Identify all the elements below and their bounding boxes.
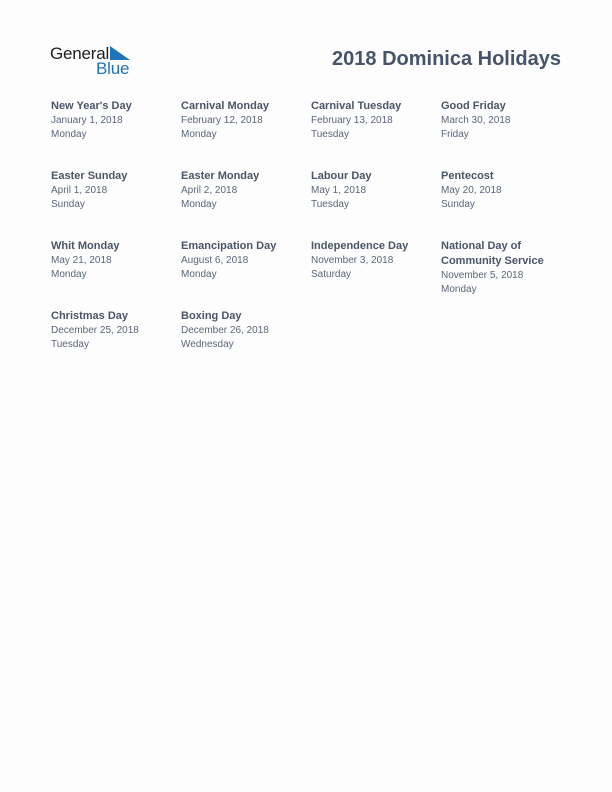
holiday-name: Whit Monday — [51, 240, 120, 252]
holiday-date: May 20, 2018 — [441, 185, 502, 196]
holiday-name: Carnival Tuesday — [311, 100, 402, 112]
holiday-date: December 25, 2018 — [51, 325, 139, 336]
holiday-name: Good Friday — [441, 100, 506, 112]
holiday-weekday: Sunday — [441, 198, 475, 210]
holiday-name: Labour Day — [311, 170, 372, 182]
holiday-weekday: Wednesday — [181, 338, 234, 350]
holiday-weekday: Sunday — [51, 198, 85, 210]
holiday-weekday: Monday — [51, 128, 87, 140]
holiday-weekday: Tuesday — [311, 128, 349, 140]
holiday-item — [311, 239, 441, 309]
holiday-name: Christmas Day — [51, 310, 129, 322]
holiday-name: Emancipation Day — [181, 240, 277, 252]
holiday-item — [181, 239, 311, 309]
holiday-date: February 13, 2018 — [311, 115, 393, 126]
holiday-date: November 5, 2018 — [441, 270, 524, 281]
holiday-item — [311, 99, 441, 169]
holiday-item — [311, 169, 441, 239]
holiday-date: August 6, 2018 — [181, 255, 249, 266]
holiday-name: Easter Sunday — [51, 170, 128, 182]
page-title: 2018 Dominica Holidays — [332, 48, 561, 70]
holiday-date: May 1, 2018 — [311, 185, 367, 196]
holiday-name: New Year's Day — [51, 100, 132, 112]
holiday-weekday: Friday — [441, 128, 469, 140]
holiday-item — [181, 99, 311, 169]
logo-word-blue: Blue — [96, 59, 130, 78]
holiday-name: Easter Monday — [181, 170, 260, 182]
holiday-weekday: Tuesday — [51, 338, 89, 350]
holiday-item — [441, 169, 571, 239]
holiday-date: May 21, 2018 — [51, 255, 112, 266]
logo-word-general: General — [50, 44, 110, 63]
holiday-item — [51, 99, 181, 169]
holiday-weekday: Saturday — [311, 268, 352, 280]
holiday-item — [181, 309, 311, 379]
holiday-date: April 2, 2018 — [181, 185, 238, 196]
holiday-item — [51, 239, 181, 309]
holiday-weekday: Tuesday — [311, 198, 349, 210]
holiday-date: March 30, 2018 — [441, 115, 511, 126]
holiday-name: Boxing Day — [181, 310, 242, 322]
holiday-item — [441, 239, 571, 309]
holiday-name: Pentecost — [441, 170, 494, 182]
brand-logo — [50, 44, 140, 78]
holiday-name: National Day of Community Service — [441, 240, 544, 267]
holiday-weekday: Monday — [441, 283, 477, 295]
holiday-date: December 26, 2018 — [181, 325, 269, 336]
holiday-name: Independence Day — [311, 240, 409, 252]
holiday-item — [51, 309, 181, 379]
holiday-date: April 1, 2018 — [51, 185, 108, 196]
holiday-date: February 12, 2018 — [181, 115, 263, 126]
holiday-weekday: Monday — [181, 198, 217, 210]
holiday-item — [441, 99, 571, 169]
holiday-weekday: Monday — [181, 268, 217, 280]
holiday-date: November 3, 2018 — [311, 255, 394, 266]
holiday-date: January 1, 2018 — [51, 115, 123, 126]
holiday-weekday: Monday — [181, 128, 217, 140]
holiday-item — [181, 169, 311, 239]
holiday-grid — [51, 99, 571, 379]
holiday-name: Carnival Monday — [181, 100, 270, 112]
holiday-weekday: Monday — [51, 268, 87, 280]
holiday-item — [51, 169, 181, 239]
